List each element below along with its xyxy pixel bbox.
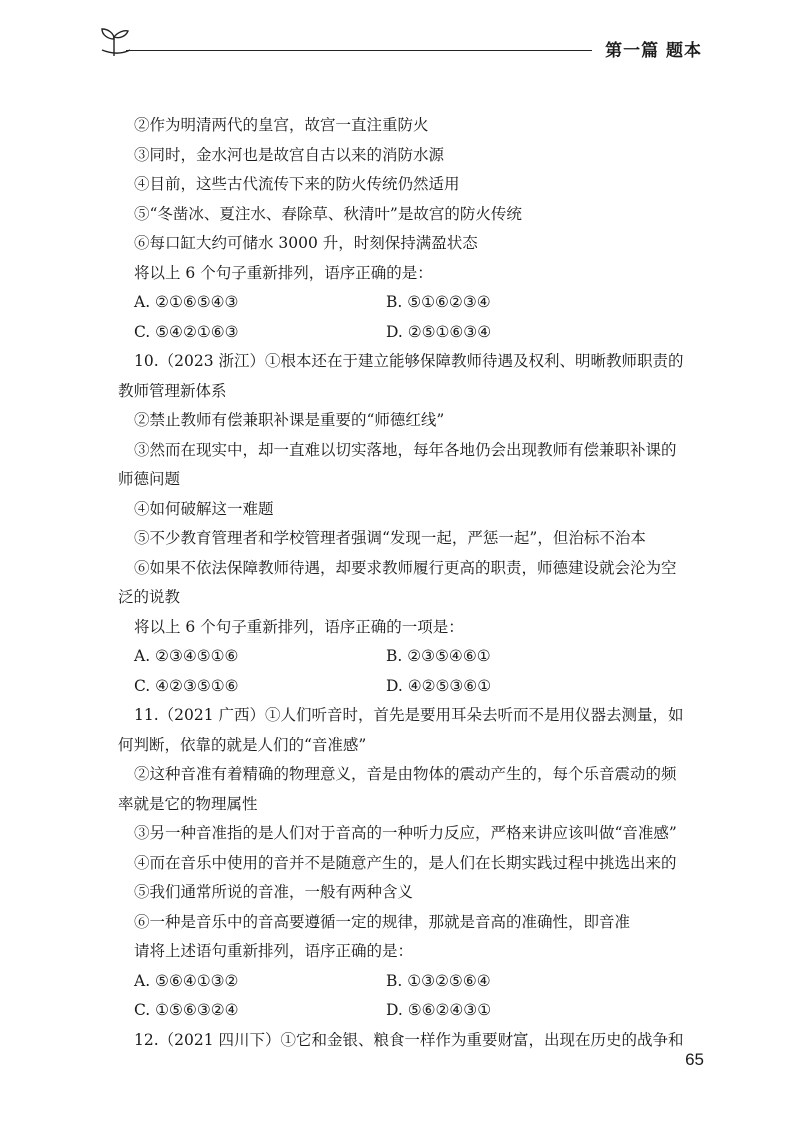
q11-sentence: ⑥一种是音乐中的音高要遵循一定的规律，那就是音高的准确性，即音准 xyxy=(134,912,631,931)
q10-stem: 10.（2023 浙江）①根本还在于建立能够保障教师待遇及权利、明晰教师职责的 xyxy=(134,352,684,370)
q10-sentence: ③然而在现实中，却一直难以切实落地，每年各地仍会出现教师有偿兼职补课的 xyxy=(134,440,677,459)
sprout-icon xyxy=(96,22,132,58)
q10-sentence-cont: 泛的说教 xyxy=(118,588,181,606)
page-header xyxy=(96,22,702,62)
q11-sentence: ②这种音准有着精确的物理意义，音是由物体的震动产生的，每个乐音震动的频 xyxy=(134,765,677,783)
q10-sentence: ②禁止教师有偿兼职补课是重要的“师德红线” xyxy=(134,411,445,429)
q10-option-a: A. ②③④⑤①⑥ xyxy=(134,647,239,665)
q12-stem: 12.（2021 四川下）①它和金银、粮食一样作为重要财富，出现在历史的战争和 xyxy=(134,1030,684,1049)
q10-stem-cont: 教师管理新体系 xyxy=(118,381,227,400)
q11-sentence-cont: 率就是它的物理属性 xyxy=(118,794,258,813)
q9-sentence: ⑤“冬凿冰、夏注水、春除草、秋清叶”是故宫的防火传统 xyxy=(134,204,522,223)
q11-option-b: B. ①③②⑤⑥④ xyxy=(386,971,491,990)
q10-options-row-1 xyxy=(118,642,698,672)
q9-option-b: B. ⑤①⑥②③④ xyxy=(386,293,491,311)
q9-sentence: ⑥每口缸大约可储水 3000 升，时刻保持满盈状态 xyxy=(134,234,478,252)
q10-sentence-cont: 师德问题 xyxy=(118,470,181,488)
q11-sentence: ③另一种音准指的是人们对于音高的一种听力反应，严格来讲应该叫做“音准感” xyxy=(134,824,677,842)
q10-prompt: 将以上 6 个句子重新排列，语序正确的一项是： xyxy=(134,617,464,636)
q9-prompt: 将以上 6 个句子重新排列，语序正确的是： xyxy=(134,263,433,282)
q9-option-d: D. ②⑤①⑥③④ xyxy=(386,322,492,341)
q9-sentence: ②作为明清两代的皇宫，故宫一直注重防火 xyxy=(134,116,429,134)
q9-sentence: ④目前，这些古代流传下来的防火传统仍然适用 xyxy=(134,175,460,193)
q11-sentence: ④而在音乐中使用的音并不是随意产生的，是人们在长期实践过程中挑选出来的 xyxy=(134,853,677,872)
q10-options-row-2 xyxy=(118,672,698,702)
page-number: 65 xyxy=(685,1050,704,1069)
q10-sentence: ④如何破解这一难题 xyxy=(134,499,274,518)
q11-option-d: D. ⑤⑥②④③① xyxy=(386,1001,492,1019)
q11-stem-cont: 何判断，依靠的就是人们的“音准感” xyxy=(118,735,367,754)
q10-option-d: D. ④②⑤③⑥① xyxy=(386,676,492,695)
q11-option-c: C. ①⑤⑥③②④ xyxy=(134,1001,239,1019)
q11-option-a: A. ⑤⑥④①③② xyxy=(134,971,239,990)
page-content xyxy=(118,111,698,1055)
q10-sentence: ⑥如果不依法保障教师待遇，却要求教师履行更高的职责，师德建设就会沦为空 xyxy=(134,558,677,577)
q11-options-row-1 xyxy=(118,967,698,997)
q10-option-c: C. ④②③⑤①⑥ xyxy=(134,676,239,695)
q9-option-c: C. ⑤④②①⑥③ xyxy=(134,322,239,341)
q9-options-row-1 xyxy=(118,288,698,318)
q11-sentence: ⑤我们通常所说的音准，一般有两种含义 xyxy=(134,883,414,901)
q11-options-row-2 xyxy=(118,996,698,1026)
q11-stem: 11.（2021 广西）①人们听音时，首先是要用耳朵去听而不是用仪器去测量，如 xyxy=(134,706,684,724)
q10-sentence: ⑤不少教育管理者和学校管理者强调“发现一起，严惩一起”，但治标不治本 xyxy=(134,529,646,547)
header-rule xyxy=(126,50,592,51)
q9-sentence: ③同时，金水河也是故宫自古以来的消防水源 xyxy=(134,145,445,164)
q9-option-a: A. ②①⑥⑤④③ xyxy=(134,293,239,311)
header-title: 第一篇 题本 xyxy=(605,41,702,61)
q10-option-b: B. ②③⑤④⑥① xyxy=(386,647,491,665)
q11-prompt: 请将上述语句重新排列，语序正确的是： xyxy=(134,942,414,960)
q9-options-row-2 xyxy=(118,318,698,348)
